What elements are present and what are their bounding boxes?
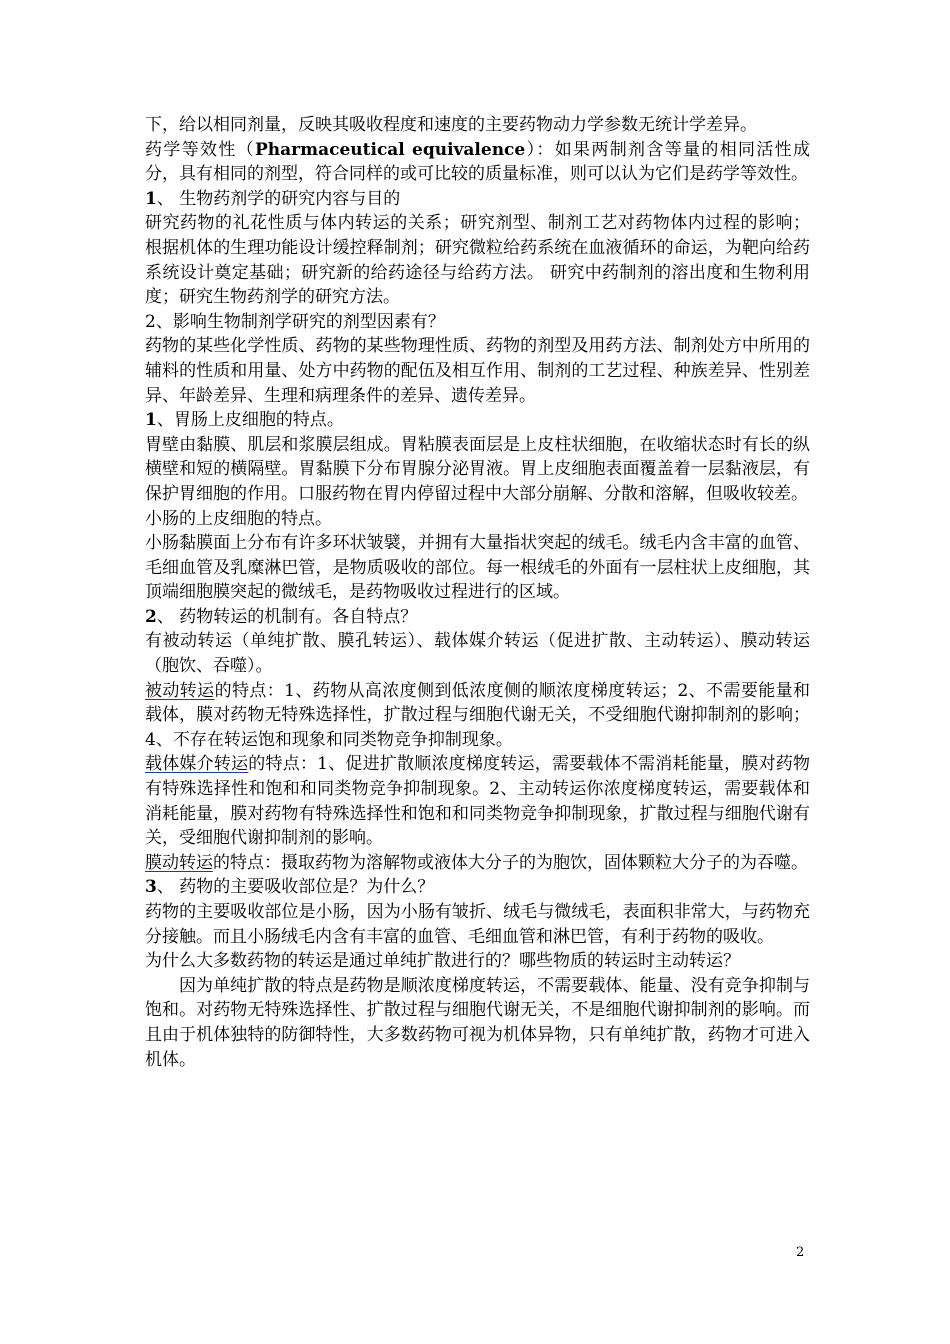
term-english: Pharmaceutical equivalence (254, 139, 526, 160)
carrier-transport-link[interactable]: 载体媒介转运 (145, 754, 249, 775)
paragraph-text: 因为单纯扩散的特点是药物是顺浓度梯度转运，不需要载体、能量、没有竞争抑制与饱和。对药物无特殊选择性、扩散过程与细胞代谢无关，不是细胞代谢抑制剂的影响。而且由于机体独特的防御特性，大多数药物可视为机体异物，只有单纯扩散，药物才可进入机体。 (145, 975, 810, 1070)
paragraph (145, 433, 810, 507)
paragraph (145, 507, 810, 532)
heading-absorption-site (145, 875, 810, 900)
paragraph (145, 949, 810, 974)
paragraph-text: 下，给以相同剂量，反映其吸收程度和速度的主要药物动力学参数无统计学差异。 (145, 115, 757, 135)
heading-transport-mechanisms (145, 605, 810, 630)
paragraph-text: 小肠的上皮细胞的特点。 (145, 508, 332, 529)
heading-text: 2、影响生物制剂学研究的剂型因素有？ (145, 311, 445, 332)
membrane-transport-link[interactable]: 膜动转运 (145, 852, 213, 873)
paragraph-text: ）：如果两制剂含等量的相同活性成分，具有相同的剂型，符合同样的或可比较的质量标准，则可以认为它们是药学等效性。 (145, 139, 811, 185)
paragraph-text: 的特点：1、药物从高浓度侧到低浓度侧的顺浓度梯度转运；2、不需要能量和载体，膜对药物无特殊选择性，扩散过程与细胞代谢无关，不受细胞代谢抑制剂的影响；4、不存在转运饱和现象和同类物竞争抑制现象。 (145, 680, 810, 750)
passive-transport-link[interactable]: 被动转运 (145, 680, 215, 701)
paragraph-pharmaceutical-equivalence (145, 138, 810, 187)
page-number: 2 (796, 1245, 805, 1260)
heading-number: 2 (145, 606, 157, 627)
paragraph (145, 629, 810, 678)
paragraph-membrane-transport (145, 851, 810, 876)
paragraph (145, 211, 810, 309)
heading-text: 、 药物转运的机制有。各自特点？ (156, 606, 418, 627)
heading-number: 1 (145, 188, 157, 209)
paragraph-text: 胃壁由黏膜、肌层和浆膜层组成。胃粘膜表面层是上皮柱状细胞，在收缩状态时有长的纵横壁和短的横隔壁。胃黏膜下分布胃腺分泌胃液。胃上皮细胞表面覆盖着一层黏液层，有保护胃细胞的作用。口服药物在胃内停留过程中大部分崩解、分散和溶解，但吸收较差。 (145, 434, 810, 504)
heading-number: 3 (145, 877, 157, 898)
heading-text: 、 生物药剂学的研究内容与目的 (156, 188, 401, 209)
heading-dosage-form-factors (145, 310, 810, 335)
paragraph (145, 531, 810, 605)
paragraph-text: 的特点：摄取药物为溶解物或液体大分子的为胞饮，固体颗粒大分子的为吞噬。 (213, 852, 808, 873)
paragraph-text: 药物的主要吸收部位是小肠，因为小肠有皱折、绒毛与微绒毛，表面积非常大，与药物充分接触。而且小肠绒毛内含有丰富的血管、毛细血管和淋巴管，有利于药物的吸收。 (145, 902, 810, 947)
paragraph-text: 药物的某些化学性质、药物的某些物理性质、药物的剂型及用药方法、制剂处方中所用的辅料的性质和用量、处方中药物的配伍及相互作用、制剂的工艺过程、种族差异、性别差异、年龄差异、生理和病理条件的差异、遗传差异。 (145, 336, 810, 406)
heading-text: 、 药物的主要吸收部位是？为什么？ (156, 877, 435, 898)
paragraph-carrier-transport (145, 752, 810, 850)
heading-text: 、胃肠上皮细胞的特点。 (156, 410, 344, 431)
paragraph-text: 药学等效性（ (145, 139, 255, 160)
paragraph (145, 334, 810, 408)
heading-number: 1 (145, 410, 157, 431)
heading-gi-epithelial-cells (145, 408, 810, 433)
heading-biopharmaceutics-research (145, 187, 810, 212)
paragraph-text: 研究药物的礼花性质与体内转运的关系；研究剂型、制剂工艺对药物体内过程的影响； 根据机体的生理功能设计缓控释制剂；研究微粒给药系统在血液循环的命运，为靶向给药系统设计奠定基础；研究新的给药途径与给药方法。 研究中药制剂的溶出度和生物利用度；研究生物药剂学的研究方法。 (145, 213, 810, 308)
paragraph-text: 为什么大多数药物的转运是通过单纯扩散进行的？哪些物质的转运时主动转运？ (145, 951, 740, 972)
paragraph-text: 的特点：1、促进扩散顺浓度梯度转运，需要载体不需消耗能量，膜对药物有特殊选择性和饱和和同类物竞争抑制现象。2、主动转运你浓度梯度转运，需要载体和消耗能量，膜对药物有特殊选择性和饱和和同类物竞争抑制现象，扩散过程与细胞代谢有关，受细胞代谢抑制剂的影响。 (145, 754, 810, 849)
paragraph-text: 小肠黏膜面上分布有许多环状皱襞，并拥有大量指状突起的绒毛。绒毛内含丰富的血管、毛细血管及乳糜淋巴管，是物质吸收的部位。每一根绒毛的外面有一层柱状上皮细胞，其顶端细胞膜突起的微绒毛，是药物吸收过程进行的区域。 (145, 533, 810, 603)
paragraph (145, 974, 810, 1072)
paragraph-text: 有被动转运（单纯扩散、膜孔转运）、载体媒介转运（促进扩散、主动转运）、膜动转运（胞饮、吞噬）。 (145, 631, 810, 677)
paragraph-passive-transport (145, 679, 810, 753)
document-body (145, 113, 810, 1072)
paragraph (145, 900, 810, 949)
paragraph (145, 113, 810, 138)
